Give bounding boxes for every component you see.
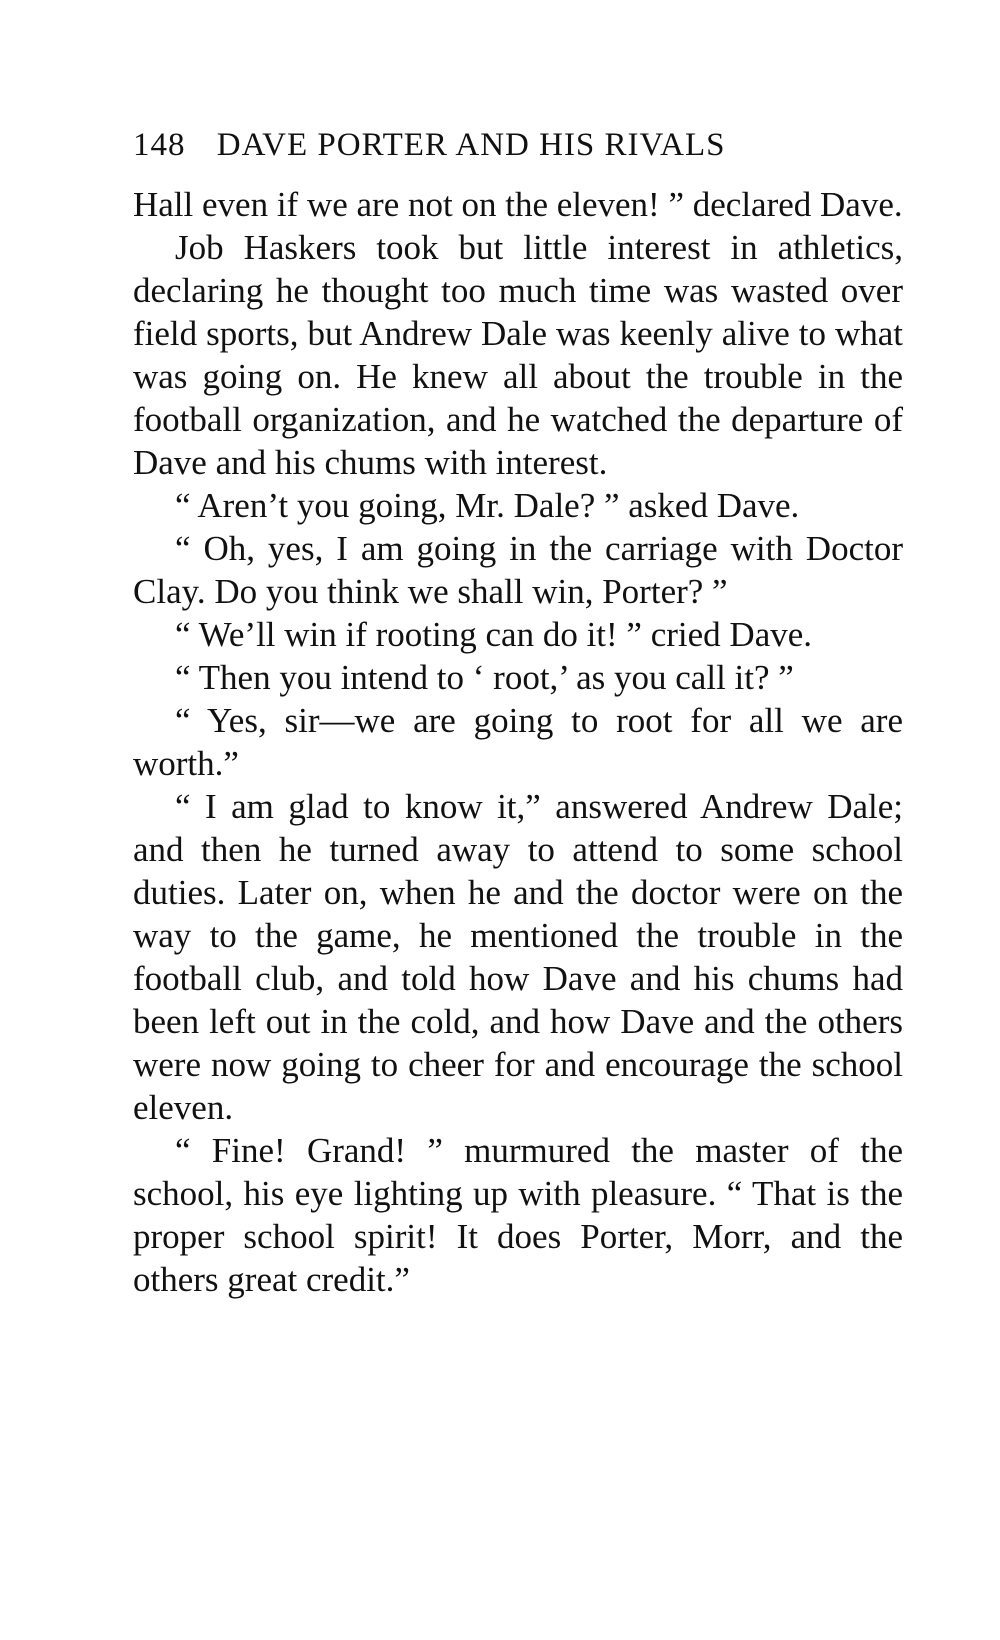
dialogue-paragraph: “ I am glad to know it,” answered Andrew Dale; and then he turned away to attend to some school duties. Later on, when he and the doctor were on the way to the game, he mentioned the trouble in the football club, and told how Dave and his chums had been left out in the cold, and how Dave and the others were now going to cheer for and encourage the school eleven. [133,787,903,1127]
dialogue-paragraph: “ Yes, sir—we are going to root for all we are worth.” [133,701,903,783]
paragraph-continued: Hall even if we are not on the eleven! ” declared Dave. [133,185,903,224]
dialogue-paragraph: “ Then you intend to ‘ root,’ as you call it? ” [175,658,794,697]
running-title: DAVE PORTER AND HIS RIVALS [216,127,726,163]
dialogue-paragraph: “ We’ll win if rooting can do it! ” cried Dave. [175,615,813,654]
dialogue-paragraph: “ Oh, yes, I am going in the carriage with Doctor Clay. Do you think we shall win, Porter? ” [133,529,903,611]
page-number: 148 [133,127,186,163]
dialogue-paragraph: “ Aren’t you going, Mr. Dale? ” asked Dave. [175,486,800,525]
running-header [133,122,933,168]
body-text [133,183,903,1301]
paragraph: Job Haskers took but little interest in athletics, declaring he thought too much time was wasted over field sports, but Andrew Dale was keenly alive to what was going on. He knew all about the trouble in the football organization, and he watched the departure of Dave and his chums with interest. [133,228,903,482]
dialogue-paragraph: “ Fine! Grand! ” murmured the master of the school, his eye lighting up with pleasure. “ That is the proper school spirit! It does Porter, Morr, and the others great credit.” [133,1131,903,1299]
